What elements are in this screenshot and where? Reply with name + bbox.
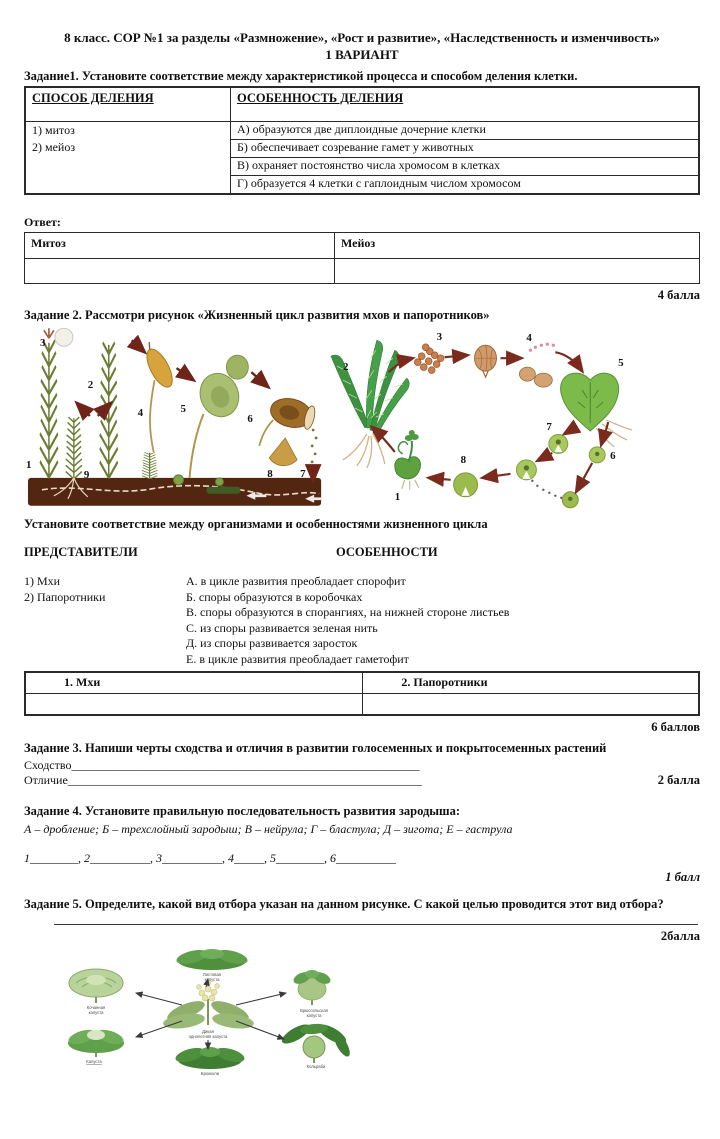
features-header: ОСОБЕННОСТИ bbox=[336, 544, 438, 559]
diagram-label: Кочанная bbox=[86, 1004, 106, 1010]
task4-blanks: 1________, 2__________, 3__________, 4_____, 5________, 6__________ bbox=[24, 850, 396, 865]
feature-item: А. в цикле развития преобладает спорофит bbox=[186, 574, 406, 589]
task1-table bbox=[24, 86, 700, 195]
feature-item: Е. в цикле развития преобладает гаметофит bbox=[186, 651, 409, 666]
method-item: 2) мейоз bbox=[32, 139, 76, 154]
diagram-label: Листовая bbox=[202, 971, 222, 977]
sporophyte-stalk bbox=[150, 380, 155, 452]
task1-col2-header: ОСОБЕННОСТЬ ДЕЛЕНИЯ bbox=[237, 91, 404, 106]
falling-spores bbox=[311, 429, 318, 464]
fern-stage-number: 7 bbox=[546, 420, 552, 433]
doc-variant: 1 ВАРИАНТ bbox=[325, 47, 399, 63]
feature-item: В. споры образуются в спорангиях, на нижней стороне листьев bbox=[186, 605, 510, 620]
capsule-green bbox=[190, 355, 249, 478]
diagram-label: Капуста bbox=[86, 1058, 102, 1064]
splash-cup-faint bbox=[55, 328, 73, 346]
task1-answer-label: Ответ: bbox=[24, 214, 61, 229]
cabbage-bottom-center bbox=[174, 1045, 246, 1076]
representatives-header: ПРЕДСТАВИТЕЛИ bbox=[24, 544, 138, 559]
sperm-trail bbox=[531, 480, 562, 499]
spores bbox=[520, 343, 555, 387]
diagram-label: капуста bbox=[204, 976, 220, 982]
moss-stage-number: 7 bbox=[300, 467, 306, 480]
moss-stage-number: 2 bbox=[87, 379, 94, 392]
feature-item: С. из споры развивается зеленая нить bbox=[186, 620, 378, 635]
task5-heading: Задание 5. Определите, какой вид отбора указан на данном рисунке. С какой целью проводится этот вид отбора? bbox=[24, 897, 664, 912]
loose-cabbage-bottom-left bbox=[67, 1027, 125, 1064]
fern-stage-number: 3 bbox=[436, 331, 443, 344]
fern-stage-number: 2 bbox=[343, 361, 349, 374]
answer-cell-empty bbox=[335, 259, 699, 283]
task2-heading: Задание 2. Рассмотри рисунок «Жизненный цикл развития мхов и папоротников» bbox=[24, 308, 490, 323]
moss-stage-number: 8 bbox=[267, 467, 273, 480]
task1-feature-row: А) образуются две диплоидные дочерние клетки bbox=[231, 121, 698, 139]
moss-lifecycle-figure bbox=[24, 328, 325, 514]
diagram-label: Брокколи bbox=[200, 1070, 220, 1076]
task1-feature-row: Б) обеспечивает созревание гамет у животных bbox=[231, 139, 698, 157]
task3-score: 2 балла bbox=[657, 772, 700, 787]
sporophyte-capsule-yellow bbox=[139, 339, 178, 391]
leaf-cabbage-top bbox=[175, 947, 249, 982]
answer-cell-empty bbox=[25, 259, 335, 283]
fern-stage-number: 1 bbox=[394, 490, 401, 503]
doc-title: 8 класс. СОР №1 за разделы «Размножение», «Рост и развитие», «Наследственность и изменчивость» bbox=[64, 30, 660, 45]
diagram-label: капуста bbox=[306, 1012, 322, 1018]
task2-score: 6 баллов bbox=[651, 720, 700, 735]
task1-feature-row: Г) образуется 4 клетки с гаплоидным числом хромосом bbox=[231, 175, 698, 193]
task2-subheading: Установите соответствие между организмами и особенностями жизненного цикла bbox=[24, 517, 488, 531]
task4-heading: Задание 4. Установите правильную последовательность развития зародыша: bbox=[24, 804, 461, 819]
cabbage-selection-figure bbox=[56, 947, 401, 1135]
task2-answer-table bbox=[24, 671, 700, 716]
similarity-blank: Сходство__________________________________________________________ bbox=[24, 757, 420, 772]
young-fern bbox=[395, 430, 421, 490]
answer-cell-empty bbox=[363, 694, 698, 714]
answer-col-ferns: 2. Папоротники bbox=[363, 673, 698, 694]
diagram-label: Дикая bbox=[202, 1028, 214, 1034]
answer-col-meioz: Мейоз bbox=[335, 233, 699, 259]
task4-score: 1 балл bbox=[665, 869, 700, 884]
representative-item: 1) Мхи bbox=[24, 574, 61, 589]
task1-heading: Задание1. Установите соответствие между характеристикой процесса и способом деления клетки. bbox=[24, 68, 578, 83]
moss-stage-number: 3 bbox=[39, 337, 46, 350]
lifecycle-figures bbox=[24, 328, 700, 514]
fern-roots bbox=[343, 434, 385, 468]
stage-mid bbox=[517, 460, 537, 480]
moss-plant-tall-1 bbox=[40, 328, 58, 477]
fern-stage-number: 6 bbox=[610, 449, 616, 462]
method-item: 1) митоз bbox=[32, 122, 75, 137]
diagram-label: капуста bbox=[88, 1009, 104, 1015]
difference-blank: Отличие___________________________________________________________ bbox=[24, 772, 422, 787]
wild-cabbage-center bbox=[162, 980, 255, 1039]
moss-stage-number: 1 bbox=[25, 458, 32, 471]
task1-answer-table bbox=[24, 232, 700, 284]
representative-item: 2) Папоротники bbox=[24, 589, 106, 604]
protonema-patch bbox=[206, 487, 240, 494]
task2-matching-block bbox=[24, 545, 700, 668]
moss-stage-number: 5 bbox=[180, 403, 187, 416]
prothallus bbox=[561, 373, 633, 447]
sorus-cluster bbox=[414, 344, 444, 374]
moss-stage-number: 9 bbox=[83, 468, 90, 481]
task3-heading: Задание 3. Напиши черты сходства и отличия в развитии голосеменных и покрытосеменных растений bbox=[24, 740, 607, 755]
fern-stage-number: 5 bbox=[618, 357, 624, 370]
moss-sporophyte-rosette bbox=[139, 339, 178, 479]
kohlrabi-bottom-right bbox=[279, 1020, 353, 1068]
answer-cell-empty bbox=[26, 694, 363, 714]
moss-stage-number: 6 bbox=[247, 412, 253, 425]
fern-plant bbox=[331, 340, 409, 468]
task1-col1-header: СПОСОБ ДЕЛЕНИЯ bbox=[26, 88, 231, 121]
diagram-label: Брюссельская bbox=[300, 1007, 328, 1013]
capsule-brown-open bbox=[259, 394, 317, 465]
flower-cluster bbox=[197, 980, 220, 1001]
task1-feature-row: В) охраняет постоянство числа хромосом в клетках bbox=[231, 157, 698, 175]
task5-score: 2балла bbox=[660, 929, 700, 943]
stage-fertilized bbox=[562, 492, 578, 508]
moss-stage-number: 4 bbox=[137, 407, 144, 420]
answer-col-mitoz: Митоз bbox=[25, 233, 335, 259]
feature-item: Д. из споры развивается заросток bbox=[186, 636, 358, 651]
head-cabbage-top-left bbox=[69, 969, 123, 1015]
calyptra-cap bbox=[269, 438, 297, 466]
task4-options: А – дробление; Б – трехслойный зародыш; В – нейрула; Г – бластула; Д – зигота; Е – гаструла bbox=[24, 821, 513, 836]
fern-stage-number: 4 bbox=[526, 332, 532, 345]
task5-answer-line bbox=[54, 915, 698, 925]
stage-8-circle bbox=[454, 473, 478, 497]
answer-col-mhi: 1. Мхи bbox=[26, 673, 363, 694]
cabbage-top-right bbox=[292, 969, 333, 1017]
moss-bud bbox=[174, 475, 184, 485]
fern-stage-number: 8 bbox=[460, 453, 467, 466]
diagram-label: Кольраби bbox=[306, 1063, 326, 1069]
moss-bud bbox=[215, 478, 223, 486]
diagram-label: однолетняя капуста bbox=[188, 1033, 228, 1039]
feature-item: Б. споры образуются в коробочках bbox=[186, 589, 363, 604]
task1-methods-cell bbox=[26, 121, 231, 193]
task1-score: 4 балла bbox=[657, 287, 700, 302]
fern-lifecycle-figure bbox=[325, 328, 700, 514]
stage-7-circle bbox=[549, 434, 568, 453]
sporangium bbox=[475, 345, 497, 377]
stage-6-circle bbox=[589, 447, 605, 463]
